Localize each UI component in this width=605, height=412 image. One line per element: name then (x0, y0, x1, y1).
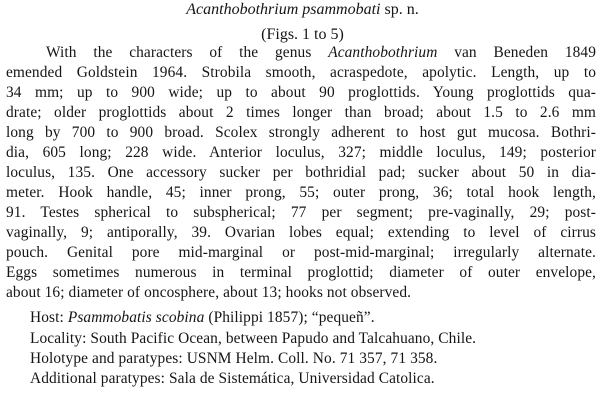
description-line-8: meter. Hook handle, 45; inner prong, 55; outer prong, 36; total hook length, (6, 184, 596, 201)
description-line-7: loculus, 135. One accessory sucker per bothridial pad; sucker about 50 in dia- (6, 164, 596, 181)
description-line-1 (46, 44, 596, 62)
species-title (0, 0, 605, 20)
paratypes-line: Additional paratypes: Sala de Sistemática, Universidad Catolica. (30, 370, 435, 387)
description-line-3: 34 mm; up to 900 wide; up to about 90 proglottids. Young proglottids qua- (6, 84, 596, 101)
description-line-12: Eggs sometimes numerous in terminal proglottid; diameter of outer envelope, (6, 264, 596, 281)
description-line-6: dia, 605 long; 228 wide. Anterior loculus, 327; middle loculus, 149; posterior (6, 144, 596, 161)
host-label: Host: (30, 309, 68, 326)
host-details: (Philippi 1857); “pequeñ”. (204, 309, 375, 326)
description-line-1-start: With the characters of the genus (46, 44, 329, 61)
description-line-4: drate; older proglottids about 2 times longer than broad; about 1.5 to 2.6 mm (6, 104, 596, 121)
holotype-line: Holotype and paratypes: USNM Helm. Coll. No. 71 357, 71 358. (30, 350, 438, 367)
genus-name: Acanthobothrium (328, 44, 438, 61)
locality-line: Locality: South Pacific Ocean, between Papudo and Talcahuano, Chile. (30, 330, 477, 347)
species-suffix: sp. n. (380, 1, 419, 18)
description-line-13: about 16; diameter of oncosphere, about 13; hooks not observed. (6, 284, 412, 301)
description-line-9: 91. Testes spherical to subspherical; 77 per segment; pre-vaginally, 29; post- (6, 204, 596, 221)
description-line-10: vaginally, 9; antiporally, 39. Ovarian lobes equal; extending to level of cirrus (6, 224, 596, 241)
figures-reference: (Figs. 1 to 5) (261, 26, 344, 43)
description-line-11: pouch. Genital pore mid-marginal or post-mid-marginal; irregularly alternate. (6, 244, 596, 261)
description-line-5: long by 700 to 900 broad. Scolex strongly adherent to host gut mucosa. Bothri- (6, 124, 596, 141)
description-line-1-end: van Beneden 1849 (437, 44, 597, 61)
description-line-2: emended Goldstein 1964. Strobila smooth, acraspedote, apolytic. Length, up to (6, 64, 596, 81)
host-species: Psammobatis scobina (67, 309, 205, 326)
host-line (30, 309, 375, 327)
species-name: Acanthobothrium psammobati (186, 1, 381, 18)
